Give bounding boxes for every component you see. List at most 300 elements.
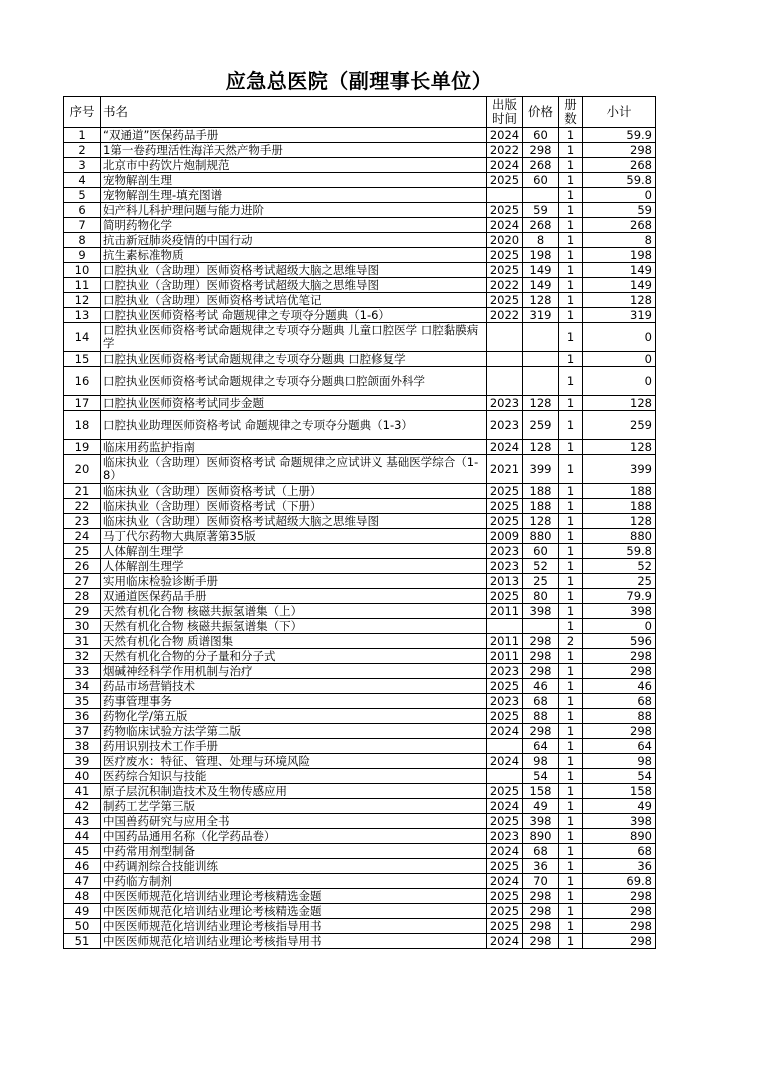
table-row: [64, 499, 656, 514]
row-no: 25: [64, 544, 101, 559]
table-row: [64, 574, 656, 589]
row-no: 42: [64, 799, 101, 814]
row-no: 32: [64, 649, 101, 664]
row-price: 298: [523, 934, 559, 949]
row-price: 59: [523, 203, 559, 218]
row-book-name: 口腔执业（含助理）医师资格考试培优笔记: [101, 293, 487, 308]
row-price: 298: [523, 919, 559, 934]
row-book-name: 临床执业（含助理）医师资格考试 命题规律之应试讲义 基础医学综合（1-8）: [101, 455, 487, 484]
row-no: 46: [64, 859, 101, 874]
row-price: 128: [523, 514, 559, 529]
table-row: [64, 128, 656, 143]
row-book-name: 抗生素标准物质: [101, 248, 487, 263]
row-no: 9: [64, 248, 101, 263]
row-qty: 1: [559, 484, 583, 499]
row-no: 16: [64, 367, 101, 396]
row-qty: 2: [559, 634, 583, 649]
row-qty: 1: [559, 754, 583, 769]
row-qty: 1: [559, 589, 583, 604]
row-subtotal: 128: [583, 440, 656, 455]
row-qty: 1: [559, 859, 583, 874]
row-qty: 1: [559, 529, 583, 544]
row-year: 2024: [487, 158, 523, 173]
table-row: [64, 604, 656, 619]
row-subtotal: 198: [583, 248, 656, 263]
row-year: 2023: [487, 544, 523, 559]
row-year: 2021: [487, 455, 523, 484]
row-qty: 1: [559, 278, 583, 293]
row-price: 298: [523, 143, 559, 158]
row-subtotal: 398: [583, 814, 656, 829]
row-qty: 1: [559, 308, 583, 323]
row-price: 298: [523, 664, 559, 679]
row-qty: 1: [559, 352, 583, 367]
row-no: 1: [64, 128, 101, 143]
row-subtotal: 298: [583, 919, 656, 934]
row-no: 30: [64, 619, 101, 634]
row-price: 54: [523, 769, 559, 784]
row-book-name: 口腔执业医师资格考试命题规律之专项夺分题典口腔颌面外科学: [101, 367, 487, 396]
row-book-name: 药品市场营销技术: [101, 679, 487, 694]
row-book-name: 宠物解剖生理: [101, 173, 487, 188]
header-year: 出版时间: [487, 97, 523, 128]
table-row: [64, 143, 656, 158]
row-price: 298: [523, 634, 559, 649]
table-row: [64, 233, 656, 248]
row-book-name: 口腔执业医师资格考试 命题规律之专项夺分题典（1-6）: [101, 308, 487, 323]
row-subtotal: 88: [583, 709, 656, 724]
row-no: 4: [64, 173, 101, 188]
row-qty: 1: [559, 499, 583, 514]
row-year: 2024: [487, 799, 523, 814]
table-row: [64, 529, 656, 544]
row-year: 2013: [487, 574, 523, 589]
row-year: 2023: [487, 664, 523, 679]
row-price: 36: [523, 859, 559, 874]
row-book-name: 1第一卷药理活性海洋天然产物手册: [101, 143, 487, 158]
table-row: [64, 649, 656, 664]
row-book-name: 药物化学/第五版: [101, 709, 487, 724]
row-price: 8: [523, 233, 559, 248]
row-book-name: 天然有机化合物的分子量和分子式: [101, 649, 487, 664]
row-qty: 1: [559, 293, 583, 308]
row-no: 43: [64, 814, 101, 829]
row-qty: 1: [559, 559, 583, 574]
row-subtotal: 59: [583, 203, 656, 218]
row-year: [487, 323, 523, 352]
row-qty: 1: [559, 919, 583, 934]
row-year: 2024: [487, 844, 523, 859]
row-year: 2025: [487, 814, 523, 829]
row-qty: 1: [559, 411, 583, 440]
row-qty: 1: [559, 799, 583, 814]
row-year: [487, 619, 523, 634]
row-no: 12: [64, 293, 101, 308]
row-qty: 1: [559, 440, 583, 455]
row-book-name: 简明药物化学: [101, 218, 487, 233]
row-year: 2024: [487, 874, 523, 889]
table-row: [64, 308, 656, 323]
table-row: [64, 352, 656, 367]
row-subtotal: 128: [583, 293, 656, 308]
table-row: [64, 514, 656, 529]
row-book-name: 烟碱神经科学作用机制与治疗: [101, 664, 487, 679]
row-no: 27: [64, 574, 101, 589]
row-subtotal: 8: [583, 233, 656, 248]
row-price: 52: [523, 559, 559, 574]
row-price: 298: [523, 889, 559, 904]
row-year: 2025: [487, 514, 523, 529]
table-row: [64, 769, 656, 784]
row-year: 2011: [487, 634, 523, 649]
row-year: 2022: [487, 143, 523, 158]
row-no: 18: [64, 411, 101, 440]
row-subtotal: 52: [583, 559, 656, 574]
row-qty: 1: [559, 604, 583, 619]
row-price: 88: [523, 709, 559, 724]
table-row: [64, 323, 656, 352]
row-qty: 1: [559, 934, 583, 949]
row-year: 2022: [487, 308, 523, 323]
row-year: 2024: [487, 440, 523, 455]
row-subtotal: 398: [583, 604, 656, 619]
row-year: 2022: [487, 278, 523, 293]
row-subtotal: 59.8: [583, 544, 656, 559]
table-body: [64, 128, 656, 949]
table-row: [64, 784, 656, 799]
row-price: [523, 619, 559, 634]
row-year: 2025: [487, 203, 523, 218]
row-no: 38: [64, 739, 101, 754]
row-subtotal: 298: [583, 143, 656, 158]
row-qty: 1: [559, 844, 583, 859]
table-row: [64, 396, 656, 411]
row-qty: 1: [559, 709, 583, 724]
row-price: 890: [523, 829, 559, 844]
row-subtotal: 188: [583, 484, 656, 499]
row-year: 2025: [487, 679, 523, 694]
table-row: [64, 367, 656, 396]
row-subtotal: 59.8: [583, 173, 656, 188]
row-year: 2023: [487, 559, 523, 574]
table-row: [64, 724, 656, 739]
row-qty: 1: [559, 784, 583, 799]
row-book-name: 妇产科儿科护理问题与能力进阶: [101, 203, 487, 218]
table-row: [64, 411, 656, 440]
row-year: 2024: [487, 128, 523, 143]
table-row: [64, 844, 656, 859]
row-price: 398: [523, 604, 559, 619]
row-no: 21: [64, 484, 101, 499]
row-no: 40: [64, 769, 101, 784]
row-year: 2025: [487, 484, 523, 499]
row-no: 44: [64, 829, 101, 844]
row-subtotal: 64: [583, 739, 656, 754]
row-qty: 1: [559, 724, 583, 739]
table-row: [64, 188, 656, 203]
row-subtotal: 880: [583, 529, 656, 544]
row-no: 15: [64, 352, 101, 367]
row-price: 158: [523, 784, 559, 799]
row-year: 2024: [487, 754, 523, 769]
table-row: [64, 484, 656, 499]
row-qty: 1: [559, 649, 583, 664]
table-row: [64, 158, 656, 173]
table-row: [64, 829, 656, 844]
row-no: 10: [64, 263, 101, 278]
row-subtotal: 298: [583, 904, 656, 919]
row-subtotal: 268: [583, 158, 656, 173]
row-book-name: 口腔执业助理医师资格考试 命题规律之专项夺分题典（1-3）: [101, 411, 487, 440]
row-book-name: 口腔执业医师资格考试命题规律之专项夺分题典 口腔修复学: [101, 352, 487, 367]
row-book-name: 中药常用剂型制备: [101, 844, 487, 859]
row-book-name: 口腔执业（含助理）医师资格考试超级大脑之思维导图: [101, 278, 487, 293]
row-price: 319: [523, 308, 559, 323]
row-price: 298: [523, 724, 559, 739]
row-no: 6: [64, 203, 101, 218]
row-book-name: 人体解剖生理学: [101, 544, 487, 559]
row-subtotal: 0: [583, 323, 656, 352]
row-price: 70: [523, 874, 559, 889]
row-price: [523, 367, 559, 396]
row-book-name: 中医医师规范化培训结业理论考核精选金题: [101, 889, 487, 904]
row-subtotal: 49: [583, 799, 656, 814]
row-no: 34: [64, 679, 101, 694]
row-year: [487, 188, 523, 203]
row-book-name: 宠物解剖生理-填充图谱: [101, 188, 487, 203]
row-book-name: 中药调剂综合技能训练: [101, 859, 487, 874]
table-row: [64, 263, 656, 278]
row-year: 2024: [487, 218, 523, 233]
row-no: 19: [64, 440, 101, 455]
row-book-name: 临床执业（含助理）医师资格考试（下册）: [101, 499, 487, 514]
row-subtotal: 596: [583, 634, 656, 649]
row-qty: 1: [559, 739, 583, 754]
row-price: 68: [523, 694, 559, 709]
row-price: 128: [523, 293, 559, 308]
row-no: 47: [64, 874, 101, 889]
row-price: 25: [523, 574, 559, 589]
row-price: 149: [523, 278, 559, 293]
row-book-name: 药用识别技术工作手册: [101, 739, 487, 754]
row-price: 64: [523, 739, 559, 754]
table-row: [64, 278, 656, 293]
row-qty: 1: [559, 904, 583, 919]
row-qty: 1: [559, 233, 583, 248]
row-subtotal: 46: [583, 679, 656, 694]
page-title: 应急总医院（副理事长单位）: [225, 69, 493, 93]
row-year: 2025: [487, 859, 523, 874]
row-no: 33: [64, 664, 101, 679]
row-price: 298: [523, 649, 559, 664]
table-row: [64, 679, 656, 694]
row-price: [523, 188, 559, 203]
row-no: 39: [64, 754, 101, 769]
row-subtotal: 149: [583, 263, 656, 278]
row-no: 35: [64, 694, 101, 709]
row-qty: 1: [559, 203, 583, 218]
row-qty: 1: [559, 664, 583, 679]
row-no: 23: [64, 514, 101, 529]
row-book-name: 临床用药监护指南: [101, 440, 487, 455]
row-price: 68: [523, 844, 559, 859]
row-book-name: 中药临方制剂: [101, 874, 487, 889]
row-year: [487, 739, 523, 754]
table-row: [64, 739, 656, 754]
row-no: 36: [64, 709, 101, 724]
row-book-name: 天然有机化合物 核磁共振氢谱集（上）: [101, 604, 487, 619]
row-price: 268: [523, 218, 559, 233]
row-subtotal: 98: [583, 754, 656, 769]
row-subtotal: 0: [583, 352, 656, 367]
row-book-name: 口腔执业（含助理）医师资格考试超级大脑之思维导图: [101, 263, 487, 278]
row-qty: 1: [559, 679, 583, 694]
row-no: 41: [64, 784, 101, 799]
row-qty: 1: [559, 829, 583, 844]
row-book-name: 人体解剖生理学: [101, 559, 487, 574]
row-subtotal: 128: [583, 514, 656, 529]
row-price: 398: [523, 814, 559, 829]
row-subtotal: 268: [583, 218, 656, 233]
row-no: 31: [64, 634, 101, 649]
row-no: 14: [64, 323, 101, 352]
row-subtotal: 158: [583, 784, 656, 799]
row-subtotal: 69.8: [583, 874, 656, 889]
row-year: 2025: [487, 784, 523, 799]
row-book-name: 临床执业（含助理）医师资格考试（上册）: [101, 484, 487, 499]
row-subtotal: 0: [583, 188, 656, 203]
row-price: 98: [523, 754, 559, 769]
row-book-name: 原子层沉积制造技术及生物传感应用: [101, 784, 487, 799]
row-subtotal: 890: [583, 829, 656, 844]
row-qty: 1: [559, 889, 583, 904]
row-qty: 1: [559, 874, 583, 889]
row-no: 28: [64, 589, 101, 604]
table-row: [64, 919, 656, 934]
row-price: [523, 352, 559, 367]
row-book-name: 医疗废水：特征、管理、处理与环境风险: [101, 754, 487, 769]
row-book-name: 口腔执业医师资格考试同步金题: [101, 396, 487, 411]
row-subtotal: 59.9: [583, 128, 656, 143]
row-subtotal: 0: [583, 619, 656, 634]
row-year: 2020: [487, 233, 523, 248]
table-row: [64, 619, 656, 634]
table-row: [64, 694, 656, 709]
row-no: 24: [64, 529, 101, 544]
row-qty: 1: [559, 544, 583, 559]
row-year: 2023: [487, 396, 523, 411]
table-row: [64, 440, 656, 455]
row-subtotal: 68: [583, 694, 656, 709]
row-book-name: 双通道医保药品手册: [101, 589, 487, 604]
table-header-row: [64, 97, 656, 128]
table-row: [64, 559, 656, 574]
row-year: 2025: [487, 499, 523, 514]
row-year: 2023: [487, 694, 523, 709]
row-no: 48: [64, 889, 101, 904]
row-book-name: 中国药品通用名称（化学药品卷）: [101, 829, 487, 844]
row-book-name: 马丁代尔药物大典原著第35版: [101, 529, 487, 544]
row-book-name: 天然有机化合物 核磁共振氢谱集（下）: [101, 619, 487, 634]
row-year: 2025: [487, 173, 523, 188]
row-year: 2023: [487, 411, 523, 440]
row-no: 5: [64, 188, 101, 203]
row-price: 259: [523, 411, 559, 440]
table-row: [64, 709, 656, 724]
row-year: [487, 367, 523, 396]
row-qty: 1: [559, 158, 583, 173]
row-price: 60: [523, 173, 559, 188]
row-year: 2025: [487, 293, 523, 308]
row-qty: 1: [559, 128, 583, 143]
row-subtotal: 149: [583, 278, 656, 293]
row-qty: 1: [559, 396, 583, 411]
table-row: [64, 455, 656, 484]
row-price: 298: [523, 904, 559, 919]
row-price: 399: [523, 455, 559, 484]
row-no: 45: [64, 844, 101, 859]
header-no: 序号: [64, 97, 101, 128]
row-book-name: “双通道”医保药品手册: [101, 128, 487, 143]
header-subtotal: 小计: [583, 97, 656, 128]
row-qty: 1: [559, 248, 583, 263]
row-book-name: 天然有机化合物 质谱图集: [101, 634, 487, 649]
row-price: 149: [523, 263, 559, 278]
row-subtotal: 298: [583, 649, 656, 664]
row-year: 2011: [487, 649, 523, 664]
row-book-name: 药事管理事务: [101, 694, 487, 709]
row-subtotal: 79.9: [583, 589, 656, 604]
row-subtotal: 298: [583, 934, 656, 949]
row-no: 17: [64, 396, 101, 411]
row-book-name: 中医医师规范化培训结业理论考核指导用书: [101, 919, 487, 934]
row-qty: 1: [559, 367, 583, 396]
row-book-name: 中国兽药研究与应用全书: [101, 814, 487, 829]
row-subtotal: 54: [583, 769, 656, 784]
row-subtotal: 298: [583, 889, 656, 904]
row-subtotal: 25: [583, 574, 656, 589]
row-book-name: 抗击新冠肺炎疫情的中国行动: [101, 233, 487, 248]
table-row: [64, 173, 656, 188]
row-price: 128: [523, 440, 559, 455]
row-qty: 1: [559, 188, 583, 203]
row-book-name: 临床执业（含助理）医师资格考试超级大脑之思维导图: [101, 514, 487, 529]
table-row: [64, 248, 656, 263]
row-price: 46: [523, 679, 559, 694]
row-no: 8: [64, 233, 101, 248]
row-qty: 1: [559, 323, 583, 352]
row-no: 49: [64, 904, 101, 919]
table-row: [64, 874, 656, 889]
row-year: 2023: [487, 829, 523, 844]
table-row: [64, 814, 656, 829]
row-year: 2009: [487, 529, 523, 544]
header-name: 书名: [101, 97, 487, 128]
row-subtotal: 68: [583, 844, 656, 859]
table-row: [64, 664, 656, 679]
table-row: [64, 934, 656, 949]
row-no: 11: [64, 278, 101, 293]
row-book-name: 医药综合知识与技能: [101, 769, 487, 784]
row-subtotal: 298: [583, 724, 656, 739]
row-qty: 1: [559, 814, 583, 829]
row-book-name: 口腔执业医师资格考试命题规律之专项夺分题典 儿童口腔医学 口腔黏膜病学: [101, 323, 487, 352]
row-qty: 1: [559, 263, 583, 278]
row-no: 13: [64, 308, 101, 323]
row-book-name: 制药工艺学第三版: [101, 799, 487, 814]
row-price: 880: [523, 529, 559, 544]
row-book-name: 中医医师规范化培训结业理论考核精选金题: [101, 904, 487, 919]
